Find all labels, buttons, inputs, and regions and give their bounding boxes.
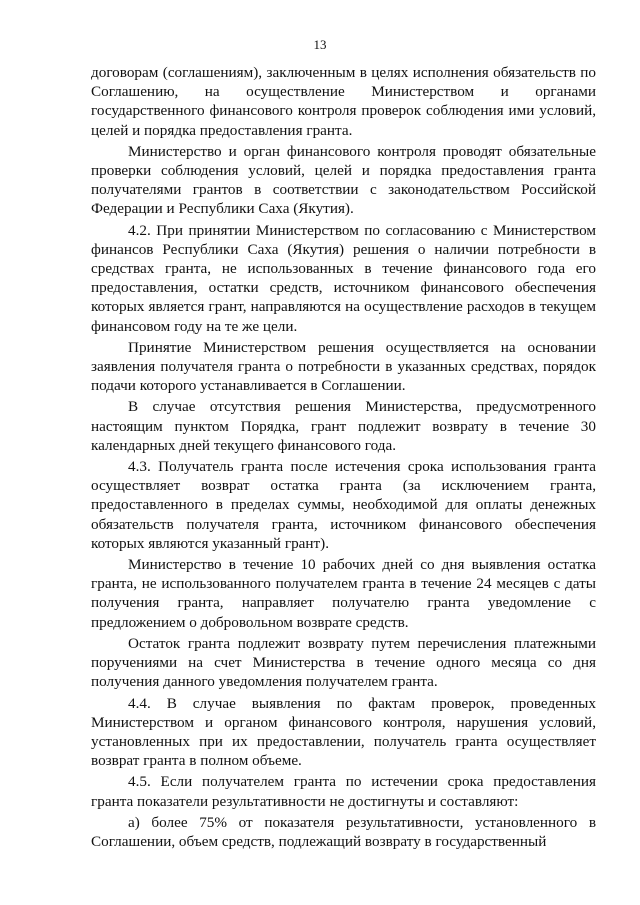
paragraph-item-a: а) более 75% от показателя результативности, установленного в Соглашении, объем средств, подлежащий возврату в государственный <box>91 813 596 850</box>
paragraph-notification: Министерство в течение 10 рабочих дней со дня выявления остатка гранта, не использованного получателем гранта в течение 24 месяцев с даты получения гранта, направляет получателю гранта уведомление с предложением о добровольном возврате средств. <box>91 556 596 631</box>
paragraph-decision-basis: Принятие Министерством решения осуществляется на основании заявления получателя гранта о потребности в указанных средствах, порядок подачи которого устанавливается в Соглашении. <box>91 338 596 395</box>
paragraph-no-decision: В случае отсутствия решения Министерства, предусмотренного настоящим пунктом Порядка, грант подлежит возврату в течение 30 календарных дней текущего финансового года. <box>91 398 596 454</box>
paragraph-remainder-return: Остаток гранта подлежит возврату путем перечисления платежными поручениями на счет Министерства в течение одного месяца со дня получения данного уведомления получателем гранта. <box>91 634 596 691</box>
paragraph-4-3: 4.3. Получатель гранта после истечения срока использования гранта осуществляет возврат остатка гранта (за исключением гранта, предоставленного в пределах суммы, необходимой для оплаты денежных обязательств получателя гранта, источником финансового обеспечения которых являются указанный грант). <box>91 458 596 552</box>
paragraph-4-4: 4.4. В случае выявления по фактам проверок, проведенных Министерством и органом финансового контроля, нарушения условий, установленных при их предоставлении, получатель гранта осуществляет возврат гранта в полном объеме. <box>91 694 596 770</box>
paragraph-inspections: Министерство и орган финансового контроля проводят обязательные проверки соблюдения условий, целей и порядка предоставления гранта получателями грантов в соответствии с законодательством Российской Федерации и Республики Саха (Якутия). <box>91 142 596 218</box>
paragraph-continuation: договорам (соглашениям), заключенным в целях исполнения обязательств по Соглашению, на осуществление Министерством и органами государственного финансового контроля проверок соблюдения ими условий, целей и порядка предоставления гранта. <box>91 64 596 139</box>
paragraph-4-5: 4.5. Если получателем гранта по истечении срока предоставления гранта показатели результативности не достигнуты и составляют: <box>91 773 596 810</box>
page-number: 13 <box>313 37 327 52</box>
paragraph-4-2: 4.2. При принятии Министерством по согласованию с Министерством финансов Республики Саха (Якутия) решения о наличии потребности в средствах гранта, не использованных в течение финансового года его предоставления, остатки средств, источником финансового обеспечения которых является грант, направляются на осуществление расходов в текущем финансовом году на те же цели. <box>91 221 596 335</box>
document-body <box>91 63 596 851</box>
